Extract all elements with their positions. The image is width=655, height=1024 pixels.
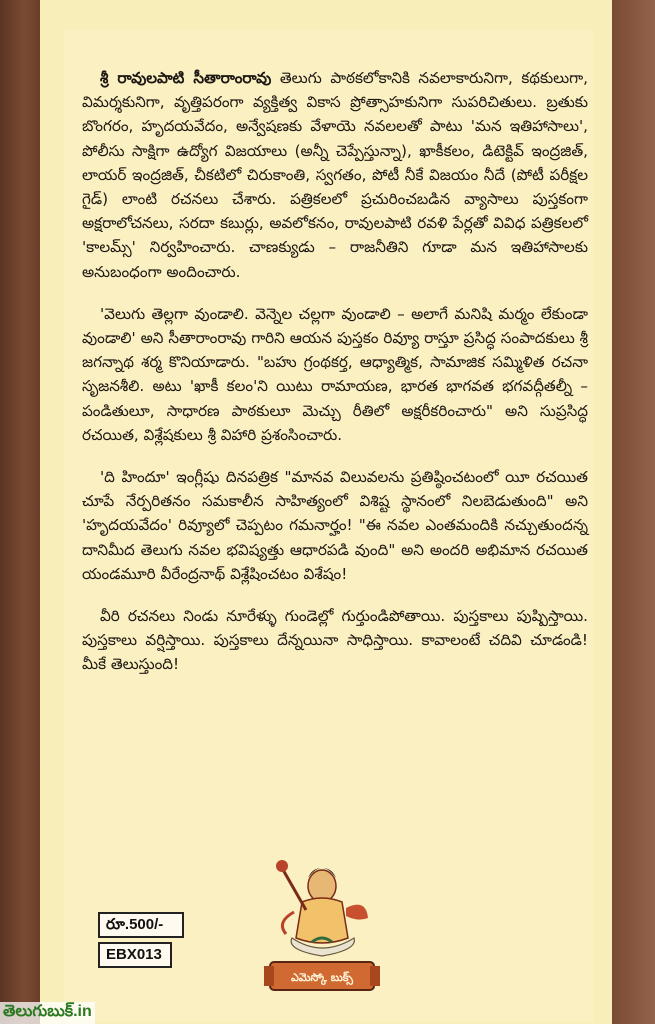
blurb-paragraph-3: 'ది హిందూ' ఇంగ్లీషు దినపత్రిక "మానవ విలువలను ప్రతిష్ఠించటంలో యీ రచయిత చూపే నేర్పరితనం సమకాలీన సాహిత్యంలో విశిష్ట స్థానంలో నిలబెడుతుంది" అని 'హృదయవేదం' రివ్యూలో చెప్పటం గమనార్హం! "ఈ నవల ఎంతమందికి నచ్చుతుందన్న దానిమీద తెలుగు నవల భవిష్యత్తు ఆధారపడి వుంది" అని అందరి అభిమాన రచయిత యండమూరి వీరేంద్రనాథ్ విశ్లేషించటం విశేషం! — [82, 468, 588, 583]
cover-edge — [612, 0, 655, 1024]
publisher-logo — [262, 838, 382, 998]
blurb-paragraph-2: 'వెలుగు తెల్లగా వుండాలి. వెన్నెల చల్లగా వుండాలి – అలాగే మనిషి మర్మం లేకుండా వుండాలి' అని సీతారాంరావు గారిని ఆయన పుస్తకం రివ్యూ రాస్తూ ప్రసిద్ధ సంపాదకులు శ్రీ జగన్నాథ శర్మ కొనియాడారు. "బహు గ్రంథకర్త, ఆధ్యాత్మిక, సామాజిక సమ్మిళిత రచనా సృజనశీలి. అటు 'ఖాకీ కలం'ని యిటు రామాయణ, భారత భాగవత భగవద్గీతల్నీ – పండితులూ, సాధారణ పాఠకులూ మెచ్చు రీతిలో అక్షరీకరించారు" అని సుప్రసిద్ధ రచయిత, విశ్లేషకులు శ్రీ విహారి ప్రశంసించారు. — [82, 304, 588, 444]
saraswati-icon — [276, 860, 368, 956]
blurb-paragraph-1: శ్రీ రావులపాటి సీతారాంరావు తెలుగు పాఠకలోకానికి నవలాకారునిగా, కథకులుగా, విమర్శకునిగా, వృత్తిపరంగా వ్యక్తిత్వ వికాస ప్రోత్సాహకునిగా సుపరిచితులు. బ్రతుకు బొంగరం, హృదయవేదం, అన్వేషణకు వేళాయె నవలలతో పాటు 'మన ఇతిహాసాలు', పోలీసు సాక్షిగా ఉద్యోగ విజయాలు (అన్నీ చెప్పేస్తున్నా), ఖాకీకలం, డిటెక్టివ్ ఇంద్రజిత్, లాయర్ ఇంద్రజిత్, చీకటిలో చిరుకాంతి, స్వగతం, పోటీ నీకే విజయం నీదే (పోటీ పరీక్షల గైడ్) లాంటి రచనలు చేశారు. పత్రికలలో ప్రచురించబడిన వ్యాసాలు పుస్తకంగా అక్షరాలోచనలు, సరదా కబుర్లు, అవలోకనం, రావులపాటి రవళి పేర్లతో వివిధ పత్రికలలో 'కాలమ్స్' నిర్వహించారు. చాణక్యుడు – రాజనీతిని గూడా మన ఇతిహాసాలకు అనుబంధంగా అందించారు. — [82, 69, 588, 281]
blurb-paragraph-4: వీరి రచనలు నిండు నూరేళ్ళు గుండెల్లో గుర్తుండిపోతాయి. పుస్తకాలు పుష్పిస్తాయి. పుస్తకాలు వర్షిస్తాయి. పుస్తకాలు దేన్నయినా సాధిస్తాయి. కావాలంటే చదివి చూడండి! మీకే తెలుస్తుంది! — [82, 607, 588, 674]
logo-banner-text: ఎమెస్కో బుక్స్ — [291, 971, 353, 984]
site-watermark: తెలుగుబుక్.in — [0, 1002, 95, 1024]
price-label: రూ.500/- — [98, 912, 184, 938]
author-name: శ్రీ రావులపాటి సీతారాంరావు — [100, 69, 272, 87]
blurb-text — [82, 66, 588, 695]
book-code-label: EBX013 — [98, 942, 172, 968]
book-spine — [0, 0, 40, 1024]
